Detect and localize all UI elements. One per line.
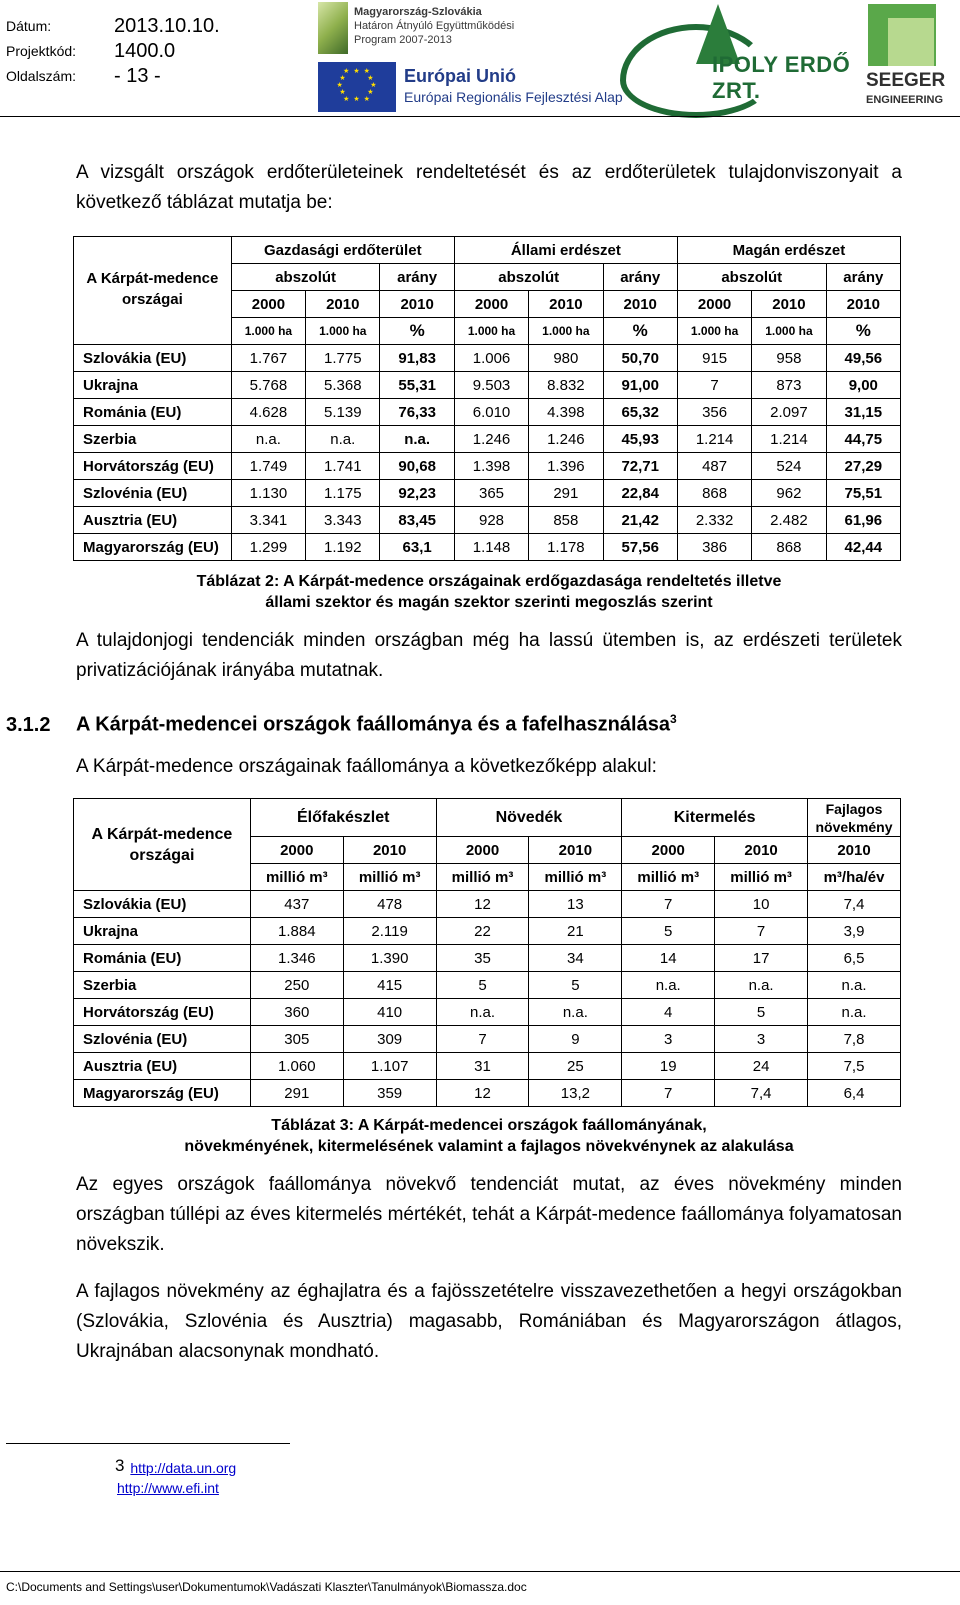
footnote-link-un[interactable]: http://data.un.org bbox=[130, 1460, 237, 1476]
table2-year-header: 2000 bbox=[677, 291, 751, 318]
table2-group-header: Gazdasági erdőterület bbox=[231, 237, 454, 264]
value-cell: 72,71 bbox=[603, 453, 677, 480]
table-row bbox=[74, 372, 901, 399]
value-cell: 7 bbox=[622, 1080, 715, 1107]
country-cell: Ausztria (EU) bbox=[74, 507, 232, 534]
value-cell: 3.343 bbox=[306, 507, 380, 534]
country-cell: Románia (EU) bbox=[74, 945, 251, 972]
value-cell: 65,32 bbox=[603, 399, 677, 426]
eu-title: Európai Unió bbox=[404, 66, 516, 86]
section-heading bbox=[6, 712, 677, 737]
footnote-ref: 3 bbox=[669, 712, 677, 726]
program-line2: Határon Átnyúló Együttműködési bbox=[354, 20, 515, 32]
value-cell: 980 bbox=[529, 345, 603, 372]
table-row bbox=[74, 345, 901, 372]
value-cell: 21 bbox=[529, 918, 622, 945]
table2-caption-line2: állami szektor és magán szektor szerinti megoszlás szerint bbox=[265, 594, 713, 611]
value-cell: 35 bbox=[436, 945, 529, 972]
footnote bbox=[117, 1458, 236, 1498]
value-cell: 7,4 bbox=[715, 1080, 808, 1107]
project-value: 1400.0 bbox=[114, 40, 176, 62]
table3-unit-header: millió m³ bbox=[529, 864, 622, 891]
value-cell: 1.396 bbox=[529, 453, 603, 480]
eu-logo-text bbox=[404, 66, 623, 105]
value-cell: 1.214 bbox=[752, 426, 826, 453]
growth-paragraph: Az egyes országok faállománya növekvő tendenciát mutat, az éves növekmény minden országban túllépi az éves kitermelés mértékét, tehát a Kárpát-medence faállománya folyamatosan növekszik. bbox=[76, 1174, 902, 1255]
value-cell: 5 bbox=[436, 972, 529, 999]
value-cell: 22 bbox=[436, 918, 529, 945]
table2-unit-header: 1.000 ha bbox=[306, 318, 380, 345]
table2-sub-header: abszolút bbox=[454, 264, 603, 291]
value-cell: 1.884 bbox=[250, 918, 343, 945]
value-cell: 868 bbox=[752, 534, 826, 561]
table2-caption bbox=[76, 571, 902, 613]
value-cell: 13,2 bbox=[529, 1080, 622, 1107]
value-cell: 45,93 bbox=[603, 426, 677, 453]
table-row bbox=[74, 507, 901, 534]
value-cell: 356 bbox=[677, 399, 751, 426]
specific-growth-paragraph: A fajlagos növekmény az éghajlatra és a fajösszetételre visszavezethetően a hegyi országokban (Szlovákia, Szlovénia és Ausztria) magasabb, Romániában és Magyarországon átlagos, Ukrajnában alacsonynak mondható. bbox=[76, 1281, 902, 1362]
value-cell: 1.006 bbox=[454, 345, 528, 372]
value-cell: 13 bbox=[529, 891, 622, 918]
table2-year-header: 2000 bbox=[231, 291, 305, 318]
value-cell: 3,9 bbox=[808, 918, 901, 945]
value-cell: 22,84 bbox=[603, 480, 677, 507]
country-cell: Ukrajna bbox=[74, 372, 232, 399]
table3-unit-header: m³/ha/év bbox=[808, 864, 901, 891]
table-row bbox=[74, 534, 901, 561]
country-cell: Ausztria (EU) bbox=[74, 1053, 251, 1080]
table2-unit-header: 1.000 ha bbox=[752, 318, 826, 345]
table2-unit-header: 1.000 ha bbox=[454, 318, 528, 345]
value-cell: 1.148 bbox=[454, 534, 528, 561]
footnote-link-efi[interactable]: http://www.efi.int bbox=[117, 1480, 219, 1496]
value-cell: 92,23 bbox=[380, 480, 454, 507]
value-cell: n.a. bbox=[231, 426, 305, 453]
value-cell: 437 bbox=[250, 891, 343, 918]
value-cell: 42,44 bbox=[826, 534, 900, 561]
value-cell: 9,00 bbox=[826, 372, 900, 399]
value-cell: n.a. bbox=[715, 972, 808, 999]
value-cell: 91,00 bbox=[603, 372, 677, 399]
value-cell: 1.107 bbox=[343, 1053, 436, 1080]
table-row bbox=[74, 453, 901, 480]
table2-caption-line1: Táblázat 2: A Kárpát-medence országainak erdőgazdasága rendeltetés illetve bbox=[196, 573, 782, 590]
value-cell: 7,5 bbox=[808, 1053, 901, 1080]
value-cell: 1.390 bbox=[343, 945, 436, 972]
value-cell: 50,70 bbox=[603, 345, 677, 372]
table2-unit-header: 1.000 ha bbox=[677, 318, 751, 345]
table2-group-header: Magán erdészet bbox=[677, 237, 900, 264]
value-cell: 75,51 bbox=[826, 480, 900, 507]
value-cell: n.a. bbox=[622, 972, 715, 999]
value-cell: 868 bbox=[677, 480, 751, 507]
value-cell: 359 bbox=[343, 1080, 436, 1107]
date-label: Dátum: bbox=[6, 18, 52, 34]
value-cell: 4.398 bbox=[529, 399, 603, 426]
table3-year-header: 2000 bbox=[622, 837, 715, 864]
value-cell: 63,1 bbox=[380, 534, 454, 561]
table-row bbox=[74, 945, 901, 972]
country-cell: Szlovákia (EU) bbox=[74, 345, 232, 372]
value-cell: 1.741 bbox=[306, 453, 380, 480]
document-meta bbox=[6, 14, 220, 89]
table3-caption-line2: növekményének, kitermelésének valamint a fajlagos növekvénynek az alakulása bbox=[184, 1138, 794, 1155]
table2-year-header: 2000 bbox=[454, 291, 528, 318]
value-cell: 6.010 bbox=[454, 399, 528, 426]
value-cell: 5.139 bbox=[306, 399, 380, 426]
table2-sub-header: abszolút bbox=[677, 264, 826, 291]
table-row bbox=[74, 972, 901, 999]
value-cell: 7 bbox=[622, 891, 715, 918]
table3-caption-line1: Táblázat 3: A Kárpát-medencei országok faállományának, bbox=[271, 1117, 707, 1134]
country-cell: Szerbia bbox=[74, 426, 232, 453]
value-cell: 250 bbox=[250, 972, 343, 999]
program-line1: Magyarország-Szlovákia bbox=[354, 6, 482, 18]
value-cell: 34 bbox=[529, 945, 622, 972]
value-cell: 915 bbox=[677, 345, 751, 372]
value-cell: 1.767 bbox=[231, 345, 305, 372]
ipoly-name: IPOLY ERDŐ ZRT. bbox=[712, 52, 851, 103]
value-cell: 2.332 bbox=[677, 507, 751, 534]
value-cell: n.a. bbox=[380, 426, 454, 453]
value-cell: 9.503 bbox=[454, 372, 528, 399]
value-cell: 5.368 bbox=[306, 372, 380, 399]
value-cell: 873 bbox=[752, 372, 826, 399]
intro-paragraph: A vizsgált országok erdőterületeinek rendeltetését és az erdőterületek tulajdonviszonyait a következő táblázat mutatja be: bbox=[76, 162, 902, 213]
page-label: Oldalszám: bbox=[6, 68, 77, 84]
value-cell: 410 bbox=[343, 999, 436, 1026]
country-cell: Magyarország (EU) bbox=[74, 1080, 251, 1107]
value-cell: 1.214 bbox=[677, 426, 751, 453]
table3-year-header: 2000 bbox=[250, 837, 343, 864]
table-row bbox=[74, 1080, 901, 1107]
value-cell: 24 bbox=[715, 1053, 808, 1080]
value-cell: 1.130 bbox=[231, 480, 305, 507]
value-cell: 305 bbox=[250, 1026, 343, 1053]
footnote-divider bbox=[6, 1443, 290, 1444]
value-cell: 5.768 bbox=[231, 372, 305, 399]
value-cell: 17 bbox=[715, 945, 808, 972]
table3-unit-header: millió m³ bbox=[622, 864, 715, 891]
program-line3: Program 2007-2013 bbox=[354, 34, 452, 46]
program-logo bbox=[318, 2, 618, 58]
table2-corner: A Kárpát-medence országai bbox=[74, 237, 232, 345]
table2-year-header: 2010 bbox=[380, 291, 454, 318]
forest-purpose-table bbox=[73, 236, 901, 561]
table2-sub-header: arány bbox=[380, 264, 454, 291]
table2-unit-header: % bbox=[826, 318, 900, 345]
value-cell: 1.346 bbox=[250, 945, 343, 972]
value-cell: 21,42 bbox=[603, 507, 677, 534]
seeger-logo bbox=[866, 4, 946, 114]
table3-year-header: 2000 bbox=[436, 837, 529, 864]
value-cell: 1.246 bbox=[454, 426, 528, 453]
value-cell: 1.398 bbox=[454, 453, 528, 480]
program-logo-icon bbox=[318, 2, 348, 54]
value-cell: 291 bbox=[250, 1080, 343, 1107]
value-cell: 7,4 bbox=[808, 891, 901, 918]
table2-year-header: 2010 bbox=[603, 291, 677, 318]
footer-path: C:\Documents and Settings\user\Dokumentumok\Vadászati Klaszter\Tanulmányok\Biomassza.doc bbox=[6, 1580, 527, 1594]
table3-group-header: Növedék bbox=[436, 799, 622, 837]
section-title: A Kárpát-medencei országok faállománya és a fafelhasználása bbox=[76, 713, 670, 736]
value-cell: 7 bbox=[715, 918, 808, 945]
table3-year-header: 2010 bbox=[808, 837, 901, 864]
value-cell: 8.832 bbox=[529, 372, 603, 399]
table-row bbox=[74, 1026, 901, 1053]
value-cell: 1.749 bbox=[231, 453, 305, 480]
country-cell: Románia (EU) bbox=[74, 399, 232, 426]
footer-divider bbox=[0, 1571, 960, 1572]
value-cell: 1.299 bbox=[231, 534, 305, 561]
footnote-number: 3 bbox=[115, 1456, 125, 1475]
ipoly-logo bbox=[620, 4, 860, 114]
value-cell: n.a. bbox=[436, 999, 529, 1026]
table3-caption bbox=[76, 1115, 902, 1157]
value-cell: 7,8 bbox=[808, 1026, 901, 1053]
value-cell: 57,56 bbox=[603, 534, 677, 561]
value-cell: 44,75 bbox=[826, 426, 900, 453]
value-cell: 386 bbox=[677, 534, 751, 561]
value-cell: 83,45 bbox=[380, 507, 454, 534]
table2-year-header: 2010 bbox=[306, 291, 380, 318]
table2-sub-header: arány bbox=[603, 264, 677, 291]
value-cell: 10 bbox=[715, 891, 808, 918]
table2-unit-header: % bbox=[380, 318, 454, 345]
table3-corner: A Kárpát-medence országai bbox=[74, 799, 251, 891]
country-cell: Szlovénia (EU) bbox=[74, 480, 232, 507]
table2-year-header: 2010 bbox=[752, 291, 826, 318]
value-cell: 14 bbox=[622, 945, 715, 972]
value-cell: 858 bbox=[529, 507, 603, 534]
value-cell: 1.175 bbox=[306, 480, 380, 507]
value-cell: 25 bbox=[529, 1053, 622, 1080]
value-cell: 3.341 bbox=[231, 507, 305, 534]
table2-unit-header: 1.000 ha bbox=[231, 318, 305, 345]
value-cell: 2.482 bbox=[752, 507, 826, 534]
value-cell: 1.246 bbox=[529, 426, 603, 453]
table2-year-header: 2010 bbox=[529, 291, 603, 318]
table2-sub-header: abszolút bbox=[231, 264, 380, 291]
eu-subtitle: Európai Regionális Fejlesztési Alap bbox=[404, 89, 623, 105]
value-cell: 6,4 bbox=[808, 1080, 901, 1107]
value-cell: 31,15 bbox=[826, 399, 900, 426]
value-cell: 5 bbox=[622, 918, 715, 945]
table3-specific-header: Fajlagos növekmény bbox=[808, 799, 901, 837]
value-cell: n.a. bbox=[808, 972, 901, 999]
value-cell: 478 bbox=[343, 891, 436, 918]
country-cell: Szlovénia (EU) bbox=[74, 1026, 251, 1053]
tendency-paragraph: A tulajdonjogi tendenciák minden országban még ha lassú ütemben is, az erdészeti területek privatizációjának irányába mutatnak. bbox=[76, 630, 902, 681]
value-cell: n.a. bbox=[808, 999, 901, 1026]
value-cell: 55,31 bbox=[380, 372, 454, 399]
value-cell: 1.775 bbox=[306, 345, 380, 372]
value-cell: 3 bbox=[715, 1026, 808, 1053]
seeger-sub: ENGINEERING bbox=[866, 94, 944, 106]
value-cell: 2.119 bbox=[343, 918, 436, 945]
table3-year-header: 2010 bbox=[715, 837, 808, 864]
table2-sub-header: arány bbox=[826, 264, 900, 291]
value-cell: 5 bbox=[715, 999, 808, 1026]
value-cell: 19 bbox=[622, 1053, 715, 1080]
country-cell: Ukrajna bbox=[74, 918, 251, 945]
value-cell: 6,5 bbox=[808, 945, 901, 972]
value-cell: 61,96 bbox=[826, 507, 900, 534]
value-cell: 91,83 bbox=[380, 345, 454, 372]
country-cell: Horvátország (EU) bbox=[74, 999, 251, 1026]
value-cell: 7 bbox=[436, 1026, 529, 1053]
value-cell: 4 bbox=[622, 999, 715, 1026]
value-cell: 4.628 bbox=[231, 399, 305, 426]
table3-unit-header: millió m³ bbox=[715, 864, 808, 891]
value-cell: 1.192 bbox=[306, 534, 380, 561]
value-cell: 7 bbox=[677, 372, 751, 399]
seeger-name: SEEGER bbox=[866, 70, 946, 91]
table-row bbox=[74, 426, 901, 453]
table3-year-header: 2010 bbox=[343, 837, 436, 864]
value-cell: 3 bbox=[622, 1026, 715, 1053]
table3-unit-header: millió m³ bbox=[343, 864, 436, 891]
country-cell: Magyarország (EU) bbox=[74, 534, 232, 561]
table-row bbox=[74, 918, 901, 945]
value-cell: 31 bbox=[436, 1053, 529, 1080]
value-cell: 27,29 bbox=[826, 453, 900, 480]
date-value: 2013.10.10. bbox=[114, 15, 220, 37]
table-row bbox=[74, 399, 901, 426]
value-cell: 928 bbox=[454, 507, 528, 534]
value-cell: 1.178 bbox=[529, 534, 603, 561]
value-cell: 2.097 bbox=[752, 399, 826, 426]
stock-intro-paragraph: A Kárpát-medence országainak faállománya a következőképp alakul: bbox=[76, 756, 657, 777]
value-cell: 309 bbox=[343, 1026, 436, 1053]
value-cell: 291 bbox=[529, 480, 603, 507]
value-cell: 487 bbox=[677, 453, 751, 480]
table2-unit-header: % bbox=[603, 318, 677, 345]
project-label: Projektkód: bbox=[6, 43, 77, 59]
header-divider bbox=[0, 116, 960, 117]
value-cell: n.a. bbox=[306, 426, 380, 453]
table3-year-header: 2010 bbox=[529, 837, 622, 864]
table-row bbox=[74, 891, 901, 918]
value-cell: 524 bbox=[752, 453, 826, 480]
table3-unit-header: millió m³ bbox=[250, 864, 343, 891]
value-cell: 49,56 bbox=[826, 345, 900, 372]
value-cell: 76,33 bbox=[380, 399, 454, 426]
value-cell: 90,68 bbox=[380, 453, 454, 480]
section-number: 3.1.2 bbox=[6, 713, 51, 736]
value-cell: 5 bbox=[529, 972, 622, 999]
country-cell: Szlovákia (EU) bbox=[74, 891, 251, 918]
value-cell: 9 bbox=[529, 1026, 622, 1053]
forest-stock-table bbox=[73, 798, 901, 1107]
value-cell: 1.060 bbox=[250, 1053, 343, 1080]
country-cell: Szerbia bbox=[74, 972, 251, 999]
table-row bbox=[74, 1053, 901, 1080]
value-cell: 365 bbox=[454, 480, 528, 507]
value-cell: 415 bbox=[343, 972, 436, 999]
value-cell: 12 bbox=[436, 891, 529, 918]
value-cell: 958 bbox=[752, 345, 826, 372]
table-row bbox=[74, 480, 901, 507]
table2-unit-header: 1.000 ha bbox=[529, 318, 603, 345]
table3-group-header: Kitermelés bbox=[622, 799, 808, 837]
table2-year-header: 2010 bbox=[826, 291, 900, 318]
eu-flag-icon: ★ ★ ★ ★ ★ ★ ★ ★ ★ ★ ★ ★ bbox=[318, 62, 396, 112]
value-cell: 962 bbox=[752, 480, 826, 507]
country-cell: Horvátország (EU) bbox=[74, 453, 232, 480]
value-cell: n.a. bbox=[529, 999, 622, 1026]
table2-group-header: Állami erdészet bbox=[454, 237, 677, 264]
table3-unit-header: millió m³ bbox=[436, 864, 529, 891]
value-cell: 360 bbox=[250, 999, 343, 1026]
page-value: - 13 - bbox=[114, 65, 161, 87]
table3-group-header: Élőfakészlet bbox=[250, 799, 436, 837]
table-row bbox=[74, 999, 901, 1026]
value-cell: 12 bbox=[436, 1080, 529, 1107]
